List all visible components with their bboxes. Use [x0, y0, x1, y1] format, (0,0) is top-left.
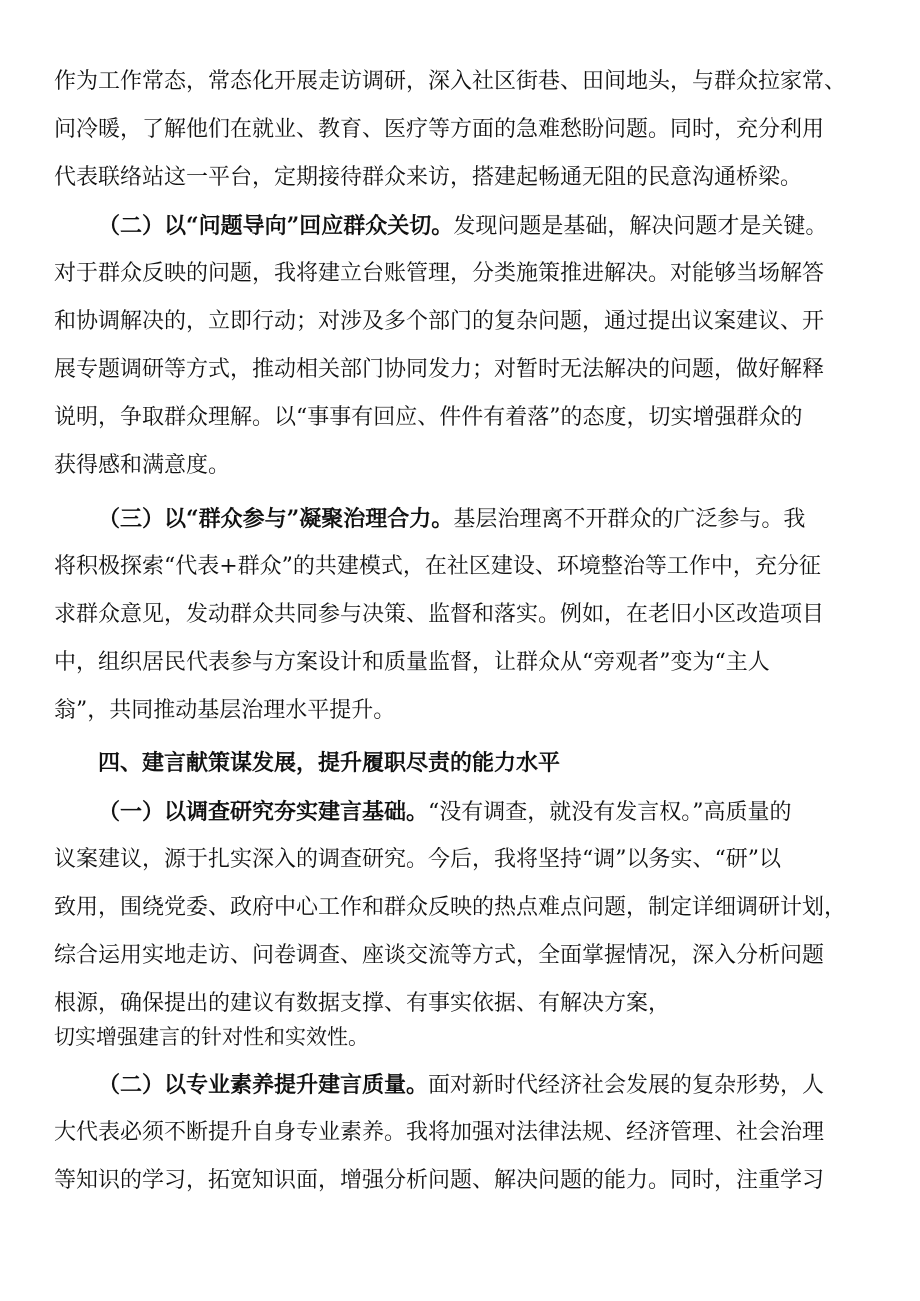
body-line: 对于群众反映的问题，我将建立台账管理，分类施策推进解决。对能够当场解答 — [54, 261, 825, 286]
paragraph-lead-line: （二）以“问题导向”回应群众关切。发现问题是基础，解决问题才是关键。 — [98, 213, 828, 239]
body-line: 说明，争取群众理解。以“事事有回应、件件有着落”的态度，切实增强群众的 — [54, 405, 803, 430]
paragraph-heading: （三）以“群众参与”凝聚治理合力。 — [98, 506, 454, 532]
body-line: 根源，确保提出的建议有数据支撑、有事实依据、有解决方案， — [54, 991, 671, 1016]
body-line: 致用，围绕党委、政府中心工作和群众反映的热点难点问题，制定详细调研计划， — [54, 895, 847, 920]
body-line: 获得感和满意度。 — [54, 453, 231, 478]
body-line: 将积极探索“代表+群众”的共建模式，在社区建设、环境整治等工作中，充分征 — [54, 554, 821, 579]
body-line: 切实增强建言的针对性和实效性。 — [54, 1025, 369, 1049]
body-line: 展专题调研等方式，推动相关部门协同发力；对暂时无法解决的问题，做好解释 — [54, 357, 825, 382]
body-line: 议案建议，源于扎实深入的调查研究。今后，我将坚持“调”以务实、“研”以 — [54, 847, 781, 872]
body-line: 综合运用实地走访、问卷调查、座谈交流等方式，全面掌握情况，深入分析问题 — [54, 943, 825, 968]
body-line: 和协调解决的，立即行动；对涉及多个部门的复杂问题，通过提出议案建议、开 — [54, 309, 825, 334]
body-line: 求群众意见，发动群众共同参与决策、监督和落实。例如，在老旧小区改造项目 — [54, 602, 825, 627]
body-line: 翁”，共同推动基层治理水平提升。 — [54, 698, 396, 723]
paragraph-lead-line: （三）以“群众参与”凝聚治理合力。基层治理离不开群众的广泛参与。我 — [98, 506, 806, 532]
body-line: 代表联络站这一平台，定期接待群众来访，搭建起畅通无阻的民意沟通桥梁。 — [54, 165, 803, 190]
body-line: 等知识的学习，拓宽知识面，增强分析问题、解决问题的能力。同时，注重学习 — [54, 1168, 825, 1193]
body-line: 问冷暖，了解他们在就业、教育、医疗等方面的急难愁盼问题。同时，充分利用 — [54, 117, 825, 142]
paragraph-lead-line: （二）以专业素养提升建言质量。面对新时代经济社会发展的复杂形势，人 — [98, 1072, 825, 1098]
section-heading-line — [98, 748, 560, 779]
paragraph-heading: （二）以专业素养提升建言质量。 — [98, 1072, 429, 1098]
body-line: 大代表必须不断提升自身专业素养。我将加强对法律法规、经济管理、社会治理 — [54, 1120, 825, 1145]
paragraph-heading: （一）以调查研究夯实建言基础。 — [98, 799, 429, 825]
paragraph-heading: （二）以“问题导向”回应群众关切。 — [98, 213, 454, 239]
paragraph-lead-line: （一）以调查研究夯实建言基础。“没有调查，就没有发言权。”高质量的 — [98, 799, 792, 825]
body-line: 中，组织居民代表参与方案设计和质量监督，让群众从“旁观者”变为“主人 — [54, 650, 770, 675]
section-heading: 四、建言献策谋发展，提升履职尽责的能力水平 — [98, 750, 561, 776]
body-line: 作为工作常态，常态化开展走访调研，深入社区街巷、田间地头，与群众拉家常、 — [54, 69, 847, 94]
